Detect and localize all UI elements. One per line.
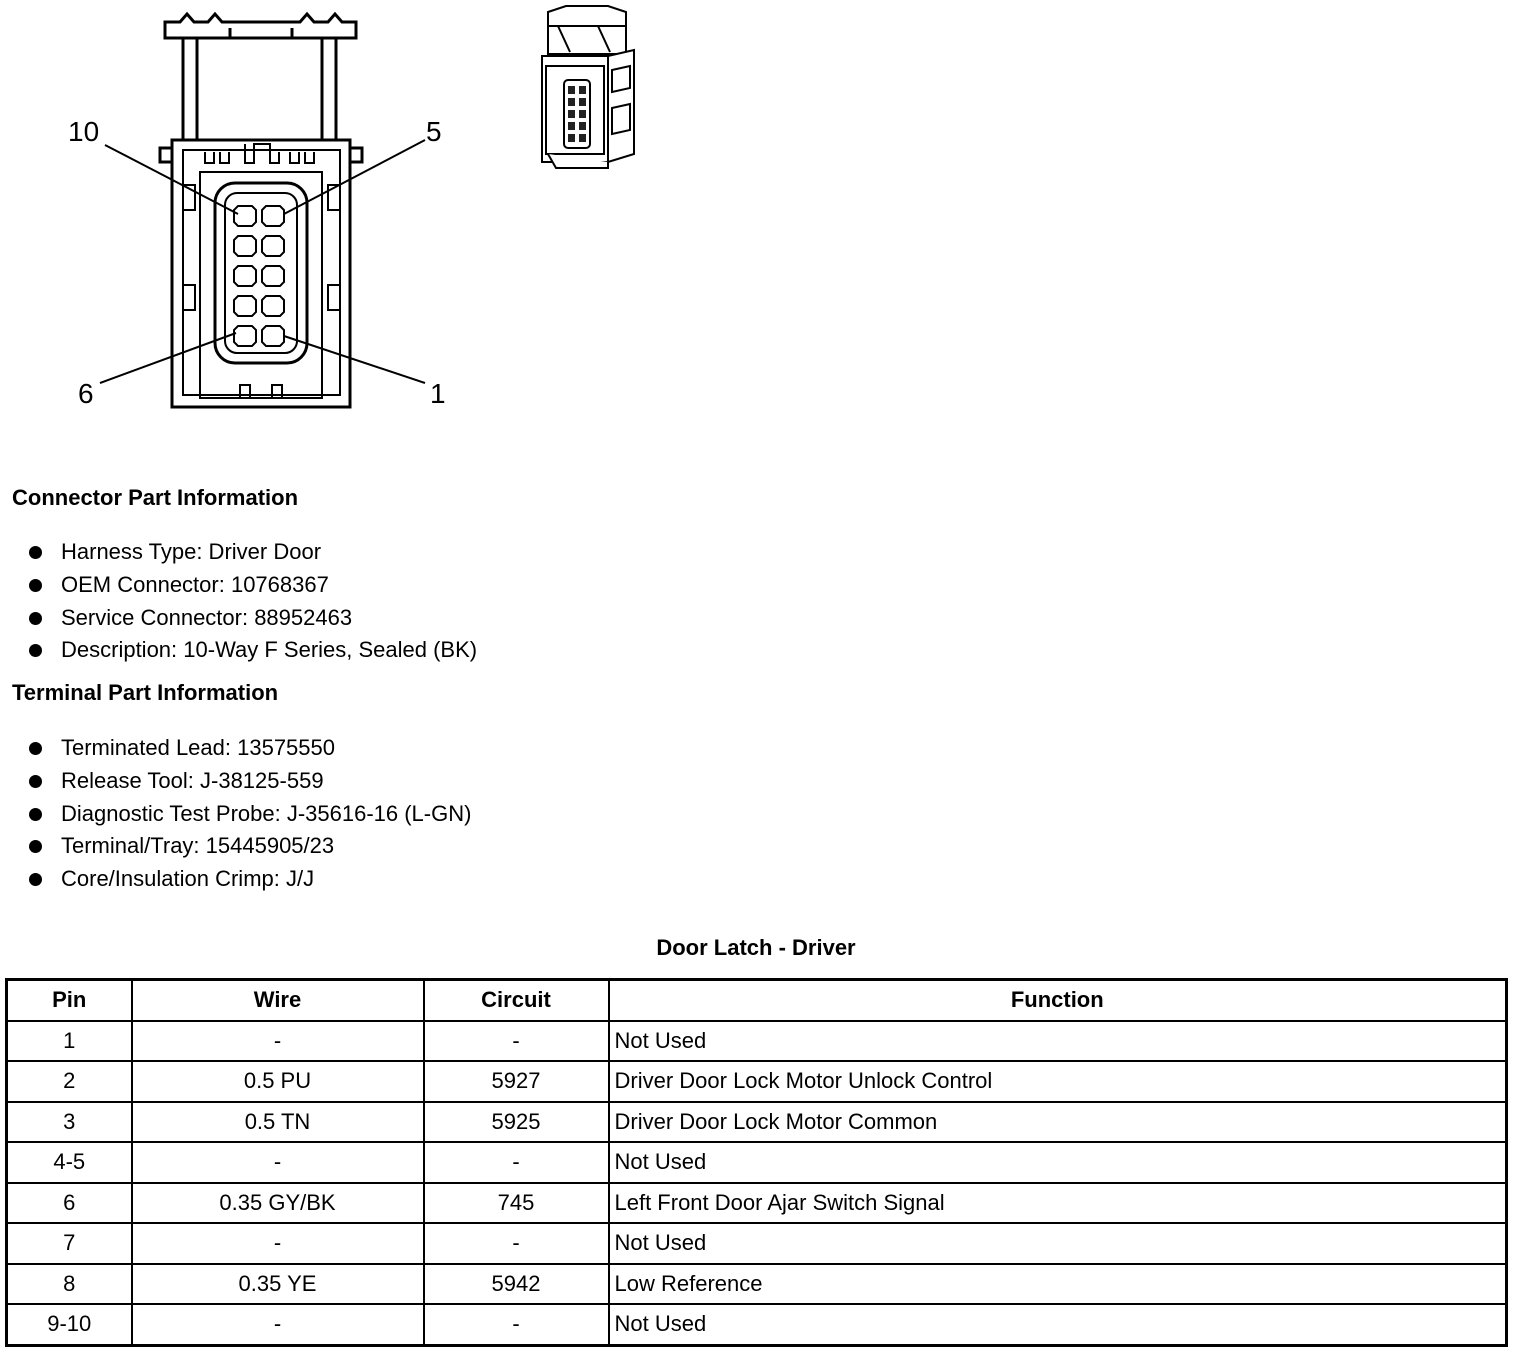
column-header-wire: Wire — [132, 980, 424, 1021]
bullet-icon — [29, 742, 42, 755]
cell-pin: 2 — [7, 1061, 132, 1102]
connector-part-info-heading: Connector Part Information — [12, 485, 299, 510]
cell-pin: 9-10 — [7, 1304, 132, 1345]
cell-wire: - — [132, 1304, 424, 1345]
cell-pin: 6 — [7, 1183, 132, 1224]
table-row — [7, 1183, 1507, 1224]
cell-function: Not Used — [609, 1223, 1507, 1264]
pin-label-10: 10 — [68, 116, 100, 147]
cell-pin: 7 — [7, 1223, 132, 1264]
cell-pin: 3 — [7, 1102, 132, 1143]
table-row — [7, 1021, 1507, 1062]
cell-circuit: - — [424, 1021, 609, 1062]
table-row — [7, 1304, 1507, 1345]
cell-circuit: - — [424, 1223, 609, 1264]
cell-circuit: 5942 — [424, 1264, 609, 1305]
cell-circuit: - — [424, 1304, 609, 1345]
cell-wire: 0.5 PU — [132, 1061, 424, 1102]
table-row — [7, 1102, 1507, 1143]
bullet-icon — [29, 808, 42, 821]
cell-pin: 8 — [7, 1264, 132, 1305]
cell-wire: - — [132, 1142, 424, 1183]
cell-function: Driver Door Lock Motor Unlock Control — [609, 1061, 1507, 1102]
cell-circuit: 5927 — [424, 1061, 609, 1102]
pin-label-6: 6 — [78, 378, 94, 409]
table-row — [7, 1223, 1507, 1264]
table-title: Door Latch - Driver — [656, 935, 856, 960]
list-item: Core/Insulation Crimp: J/J — [0, 863, 471, 896]
list-item: Release Tool: J-38125-559 — [0, 765, 471, 798]
terminal-part-info-heading: Terminal Part Information — [12, 680, 279, 705]
connector-face-diagram — [0, 0, 470, 420]
list-item: Terminated Lead: 13575550 — [0, 732, 471, 765]
cell-function: Left Front Door Ajar Switch Signal — [609, 1183, 1507, 1224]
pin-label-1: 1 — [430, 378, 446, 409]
cell-wire: - — [132, 1021, 424, 1062]
pin-label-5: 5 — [426, 116, 442, 147]
bullet-icon — [29, 579, 42, 592]
cell-circuit: 745 — [424, 1183, 609, 1224]
column-header-function: Function — [609, 980, 1507, 1021]
table-row — [7, 1061, 1507, 1102]
cell-function: Low Reference — [609, 1264, 1507, 1305]
list-item: Harness Type: Driver Door — [0, 536, 477, 569]
list-item: Terminal/Tray: 15445905/23 — [0, 830, 471, 863]
list-item: Service Connector: 88952463 — [0, 602, 477, 635]
bullet-icon — [29, 775, 42, 788]
table-header-row — [7, 980, 1507, 1021]
list-item: OEM Connector: 10768367 — [0, 569, 477, 602]
cell-circuit: - — [424, 1142, 609, 1183]
cell-function: Not Used — [609, 1304, 1507, 1345]
bullet-icon — [29, 612, 42, 625]
connector-part-info-list — [0, 536, 477, 667]
bullet-icon — [29, 644, 42, 657]
cell-function: Driver Door Lock Motor Common — [609, 1102, 1507, 1143]
table-row — [7, 1142, 1507, 1183]
cell-wire: 0.35 YE — [132, 1264, 424, 1305]
column-header-circuit: Circuit — [424, 980, 609, 1021]
table-row — [7, 1264, 1507, 1305]
pinout-table — [5, 978, 1508, 1347]
cell-function: Not Used — [609, 1021, 1507, 1062]
cell-pin: 4-5 — [7, 1142, 132, 1183]
cell-function: Not Used — [609, 1142, 1507, 1183]
bullet-icon — [29, 873, 42, 886]
bullet-icon — [29, 840, 42, 853]
column-header-pin: Pin — [7, 980, 132, 1021]
cell-wire: 0.35 GY/BK — [132, 1183, 424, 1224]
connector-3d-thumbnail — [538, 4, 642, 174]
bullet-icon — [29, 546, 42, 559]
cell-circuit: 5925 — [424, 1102, 609, 1143]
cell-wire: 0.5 TN — [132, 1102, 424, 1143]
list-item: Diagnostic Test Probe: J-35616-16 (L-GN) — [0, 798, 471, 831]
cell-pin: 1 — [7, 1021, 132, 1062]
list-item: Description: 10-Way F Series, Sealed (BK) — [0, 634, 477, 667]
cell-wire: - — [132, 1223, 424, 1264]
terminal-part-info-list — [0, 732, 471, 896]
